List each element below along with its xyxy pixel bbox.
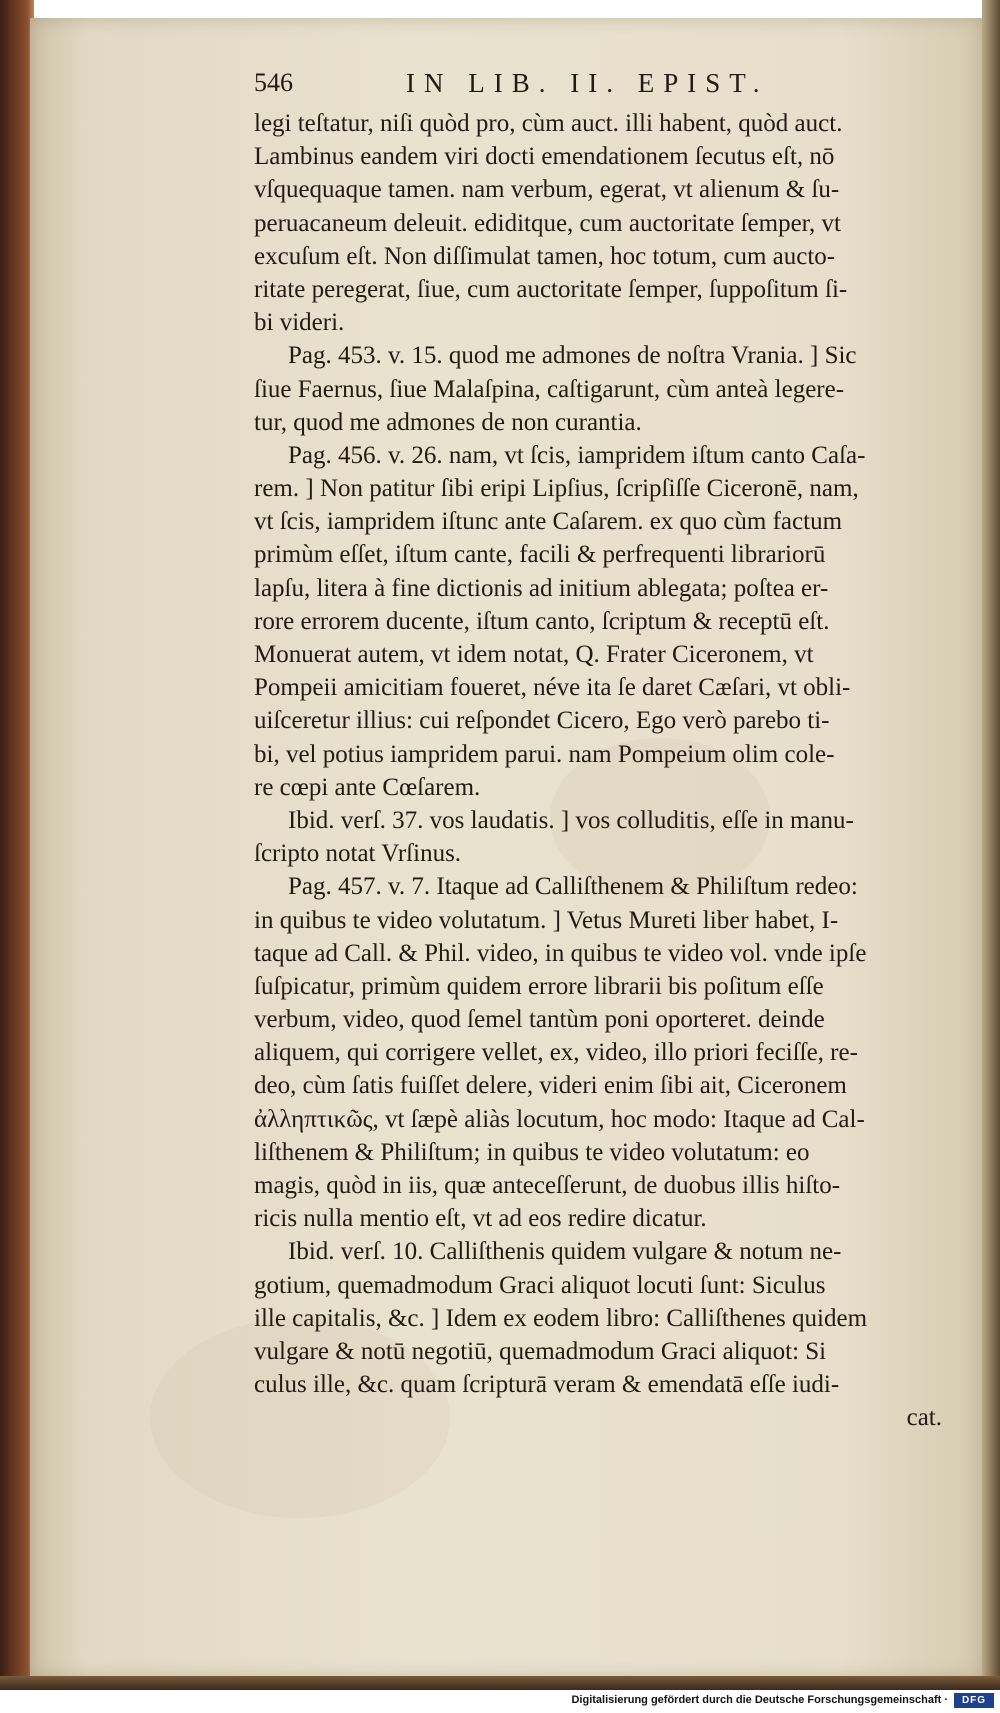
text-line: ſcripto notat Vrſinus. [254, 840, 462, 868]
text-line: excuſum eſt. Non diſſimulat tamen, hoc totum, cum aucto- [254, 242, 836, 270]
text-line: bi videri. [254, 309, 345, 337]
catchword: cat. [906, 1404, 942, 1432]
running-title: IN LIB. II. EPIST. [406, 68, 769, 98]
commentary-text [254, 107, 954, 1435]
text-line: vſquequaque tamen. nam verbum, egerat, vt alienum & ſu- [254, 176, 840, 204]
text-line: Pag. 456. v. 26. nam, vt ſcis, iampridem iſtum canto Caſa- [288, 441, 866, 469]
funding-credit: Digitalisierung gefördert durch die Deutsche Forschungsgemeinschaft · [571, 1694, 948, 1706]
page-number: 546 [254, 68, 293, 97]
text-line: ritate peregerat, ſiue, cum auctoritate ſemper, ſuppoſitum ſi- [254, 275, 848, 303]
text-line: lapſu, litera à fine dictionis ad initium ablegata; poſtea er- [254, 574, 829, 602]
text-line: legi teſtatur, niſi quòd pro, cùm auct. illi habent, quòd auct. [254, 110, 843, 137]
text-line: rem. ] Non patitur ſibi eripi Lipſius, ſcripſiſſe Ciceronē, nam, [254, 475, 859, 503]
text-line: re cœpi ante Cœſarem. [254, 773, 481, 801]
text-line: ſiue Faernus, ſiue Malaſpina, caſtigarunt, cùm anteà legere- [254, 375, 845, 403]
text-line: in quibus te video volutatum. ] Vetus Mureti liber habet, I- [254, 906, 839, 934]
text-line: uiſceretur illius: cui reſpondet Cicero, Ego verò parebo ti- [254, 707, 830, 735]
text-line: Monuerat autem, vt idem notat, Q. Frater Ciceronem, vt [254, 641, 814, 668]
text-line: liſthenem & Philiſtum; in quibus te video volutatum: eo [254, 1138, 810, 1166]
text-line: taque ad Call. & Phil. video, in quibus te video vol. vnde ipſe [254, 939, 867, 967]
text-line: ſuſpicatur, primùm quidem errore librarii bis poſitum eſſe [254, 972, 824, 1000]
text-line: peruacaneum deleuit. ediditque, cum auctoritate ſemper, vt [254, 209, 841, 237]
text-line: ἀλληπτικῶς, vt ſæpè aliàs locutum, hoc modo: Itaque ad Cal- [254, 1105, 865, 1133]
text-line: deo, cùm ſatis fuiſſet delere, videri enim ſibi ait, Ciceronem [254, 1072, 847, 1100]
text-line: vt ſcis, iampridem iſtunc ante Caſarem. ex quo cùm factum [254, 508, 843, 536]
text-line: ille capitalis, &c. ] Idem ex eodem libro: Calliſthenes quidem [254, 1304, 868, 1332]
text-line: Pag. 453. v. 15. quod me admones de noſtra Vrania. ] Sic [288, 342, 857, 370]
text-line: Pag. 457. v. 7. Itaque ad Calliſthenem & Philiſtum redeo: [288, 873, 858, 901]
book-bottom-edge [0, 1676, 1000, 1690]
dfg-logo: DFG [954, 1693, 994, 1708]
text-line: primùm eſſet, iſtum cante, facili & perfrequenti librariorū [254, 541, 826, 569]
text-line: rore errorem ducente, iſtum canto, ſcriptum & receptū eſt. [254, 607, 830, 635]
text-line: Ibid. verſ. 37. vos laudatis. ] vos colluditis, eſſe in manu- [288, 806, 854, 834]
text-line: Pompeii amicitiam foueret, néve ita ſe daret Cæſari, vt obli- [254, 674, 851, 702]
text-line: magis, quòd in iis, quæ anteceſſerunt, de duobus illis hiſto- [254, 1172, 841, 1199]
book-binding [0, 0, 34, 1690]
text-line: tur, quod me admones de non curantia. [254, 408, 642, 436]
text-line: culus ille, &c. quam ſcripturā veram & emendatā eſſe iudi- [254, 1371, 840, 1399]
text-line: vulgare & notū negotiū, quemadmodum Graci aliquot: Si [254, 1337, 827, 1365]
digitization-footer [0, 1690, 1000, 1713]
text-line: verbum, video, quod ſemel tantùm poni oporteret. deinde [254, 1006, 825, 1034]
text-line: gotium, quemadmodum Graci aliquot locuti ſunt: Siculus [254, 1271, 826, 1299]
text-line: Lambinus eandem viri docti emendationem ſecutus eſt, nō [254, 143, 835, 171]
page-fore-edge [982, 0, 1000, 1690]
text-line: ricis nulla mentio eſt, vt ad eos redire dicatur. [254, 1205, 707, 1233]
text-line: bi, vel potius iampridem parui. nam Pompeium olim cole- [254, 740, 835, 768]
text-line: Ibid. verſ. 10. Calliſthenis quidem vulgare & notum ne- [288, 1238, 842, 1266]
text-line: aliquem, qui corrigere vellet, ex, video, illo priori feciſſe, re- [254, 1039, 858, 1067]
